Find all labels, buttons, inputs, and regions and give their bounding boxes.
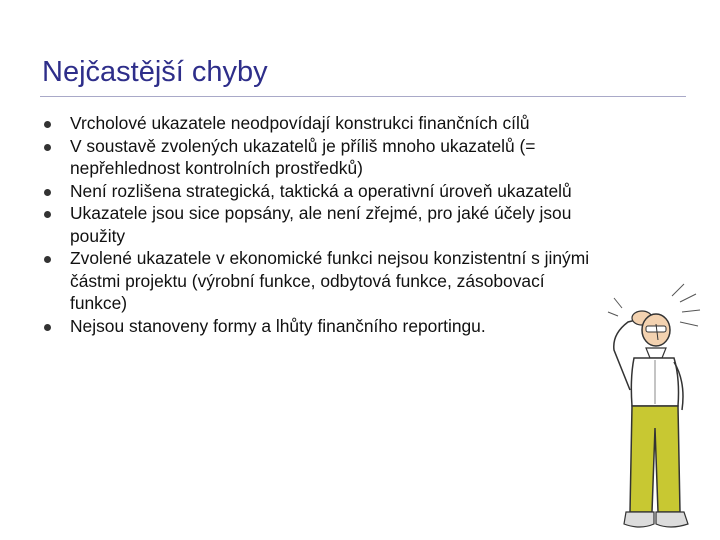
bullet-dot-icon <box>44 211 51 218</box>
trousers <box>630 406 680 512</box>
bullet-item <box>44 202 604 247</box>
bullet-list <box>44 112 604 337</box>
bullet-item <box>44 247 604 315</box>
bullet-text: Zvolené ukazatele v ekonomické funkci nejsou konzistentní s jinými částmi projektu (výrobní funkce, odbytová funkce, zásobovací funkce) <box>70 248 590 313</box>
bullet-dot-icon <box>44 189 51 196</box>
bullet-item <box>44 315 604 338</box>
bullet-dot-icon <box>44 256 51 263</box>
bullet-text: Nejsou stanoveny formy a lhůty finančního reportingu. <box>70 315 486 336</box>
bullet-text: V soustavě zvolených ukazatelů je příliš mnoho ukazatelů (= nepřehlednost kontrolních prostředků) <box>70 135 536 178</box>
bullet-dot-icon <box>44 144 51 151</box>
confused-man-figure-icon <box>600 278 710 538</box>
bullet-dot-icon <box>44 121 51 128</box>
title-underline <box>40 96 686 97</box>
bullet-item <box>44 135 604 180</box>
bullet-dot-icon <box>44 324 51 331</box>
bullet-item <box>44 112 604 135</box>
bullet-item <box>44 180 604 203</box>
slide-title: Nejčastější chyby <box>42 56 268 88</box>
bullet-text: Vrcholové ukazatele neodpovídají konstrukci finančních cílů <box>70 113 530 133</box>
bullet-text: Ukazatele jsou sice popsány, ale není zřejmé, pro jaké účely jsou použity <box>70 203 572 246</box>
bullet-text: Není rozlišena strategická, taktická a operativní úroveň ukazatelů <box>70 180 572 201</box>
